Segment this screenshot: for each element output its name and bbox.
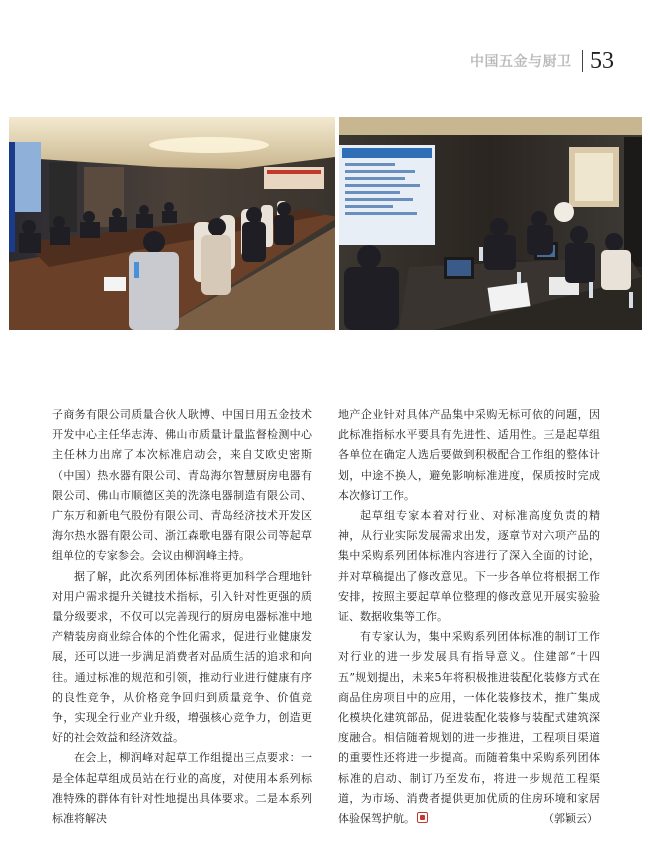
page-number: 53 <box>590 47 614 74</box>
presentation-meeting-photo <box>339 117 642 330</box>
page-header <box>470 48 614 74</box>
left-text-column <box>52 405 312 829</box>
paragraph: 地产企业针对具体产品集中采购无标可依的问题，因此标准指标水平要具有先进性、适用性。三是起草组各单位在确定人选后要做到积极配合工作组的整体计划，中途不换人，避免影响标准进度，保质按时完成本次修订工作。 <box>338 408 600 502</box>
paragraph: 子商务有限公司质量合伙人耿博、中国日用五金技术开发中心主任华志涛、佛山市质量计量监督检测中心主任林力出席了本次标准启动会，来自艾欧史密斯（中国）热水器有限公司、青岛海尔智慧厨房电器有限公司、佛山市顺德区美的洗涤电器制造有限公司、广东万和新电气股份有限公司、青岛经济技术开发区海尔热水器有限公司、浙江森歌电器有限公司等起草组单位的专家参会。会议由柳润峰主持。 <box>52 408 312 563</box>
end-mark-icon <box>417 812 428 823</box>
paragraph: 据了解，此次系列团体标准将更加科学合理地针对用户需求提升关键技术指标，引入针对性更强的质量分级要求，不仅可以完善现行的厨房电器标准中地产精装房商业综合体的个性化需求，促进行业健康发展，还可以进一步满足消费者对品质生活的追求和向往。通过标准的规范和引领，推动行业进行健康有序的良性竞争，从价格竞争回归到质量竞争、价值竞争，实现全行业产业升级，增强核心竞争力，创造更好的社会效益和经济效益。 <box>52 569 312 745</box>
final-paragraph <box>338 627 600 829</box>
paragraph: 在会上，柳润峰对起草工作组提出三点要求：一是全体起草组成员站在行业的高度，对使用本系列标准特殊的群体有针对性地提出具体要求。二是本系列标准将解决 <box>52 751 312 826</box>
author-credit: （郭颖云） <box>543 812 598 826</box>
header-divider <box>582 50 584 72</box>
magazine-brand: 中国五金与厨卫 <box>470 54 572 70</box>
meeting-room-photo <box>9 117 335 330</box>
right-text-column <box>338 405 600 829</box>
paragraph-text: 有专家认为，集中采购系列团体标准的制订工作对行业的进一步发展具有指导意义。住建部“十四五”规划提出，未来5年将积极推进装配化装修方式在商品住房项目中的应用，一体化装修技术，推广集成化模块化建筑部品，促进装配化装修与装配式建筑深度融合。相信随着规划的进一步推进，工程项目渠道的重要性还将进一步提高。而随着集中采购系列团体标准的启动、制订乃至发布，将进一步规范工程渠道，为市场、消费者提供更加优质的住房环境和家居体验保驾护航。 <box>338 630 600 826</box>
paragraph: 起草组专家本着对行业、对标准高度负责的精神，从行业实际发展需求出发，逐章节对六项产品的集中采购系列团体标准内容进行了深入全面的讨论，并对草稿提出了修改意见。下一步各单位将根据工作安排，按照主要起草单位整理的修改意见开展实验验证、数据收集等工作。 <box>338 509 600 624</box>
